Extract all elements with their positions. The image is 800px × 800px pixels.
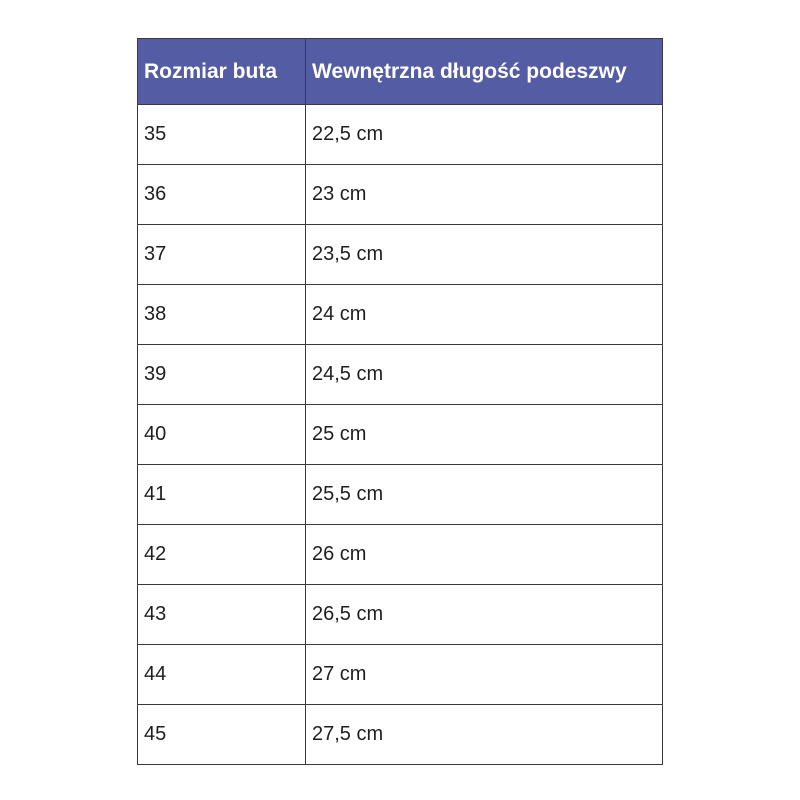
cell-insole-length: 27,5 cm bbox=[306, 705, 663, 765]
header-shoe-size: Rozmiar buta bbox=[138, 39, 306, 105]
cell-shoe-size: 40 bbox=[138, 405, 306, 465]
cell-shoe-size: 35 bbox=[138, 105, 306, 165]
shoe-size-table bbox=[137, 38, 663, 765]
table-row bbox=[138, 345, 663, 405]
header-row bbox=[138, 39, 663, 105]
table-row bbox=[138, 465, 663, 525]
cell-shoe-size: 45 bbox=[138, 705, 306, 765]
cell-insole-length: 27 cm bbox=[306, 645, 663, 705]
header-insole-length: Wewnętrzna długość podeszwy bbox=[306, 39, 663, 105]
cell-insole-length: 25,5 cm bbox=[306, 465, 663, 525]
cell-insole-length: 26 cm bbox=[306, 525, 663, 585]
cell-insole-length: 26,5 cm bbox=[306, 585, 663, 645]
table-row bbox=[138, 525, 663, 585]
cell-insole-length: 25 cm bbox=[306, 405, 663, 465]
table-header bbox=[138, 39, 663, 105]
table-row bbox=[138, 165, 663, 225]
table-row bbox=[138, 645, 663, 705]
cell-insole-length: 23 cm bbox=[306, 165, 663, 225]
cell-shoe-size: 38 bbox=[138, 285, 306, 345]
cell-insole-length: 24,5 cm bbox=[306, 345, 663, 405]
cell-shoe-size: 39 bbox=[138, 345, 306, 405]
table-row bbox=[138, 105, 663, 165]
table-body bbox=[138, 105, 663, 765]
cell-shoe-size: 36 bbox=[138, 165, 306, 225]
cell-insole-length: 24 cm bbox=[306, 285, 663, 345]
cell-shoe-size: 37 bbox=[138, 225, 306, 285]
cell-insole-length: 22,5 cm bbox=[306, 105, 663, 165]
cell-insole-length: 23,5 cm bbox=[306, 225, 663, 285]
cell-shoe-size: 41 bbox=[138, 465, 306, 525]
cell-shoe-size: 42 bbox=[138, 525, 306, 585]
cell-shoe-size: 44 bbox=[138, 645, 306, 705]
cell-shoe-size: 43 bbox=[138, 585, 306, 645]
table-row bbox=[138, 225, 663, 285]
table-row bbox=[138, 705, 663, 765]
table-row bbox=[138, 285, 663, 345]
table-row bbox=[138, 405, 663, 465]
table-row bbox=[138, 585, 663, 645]
